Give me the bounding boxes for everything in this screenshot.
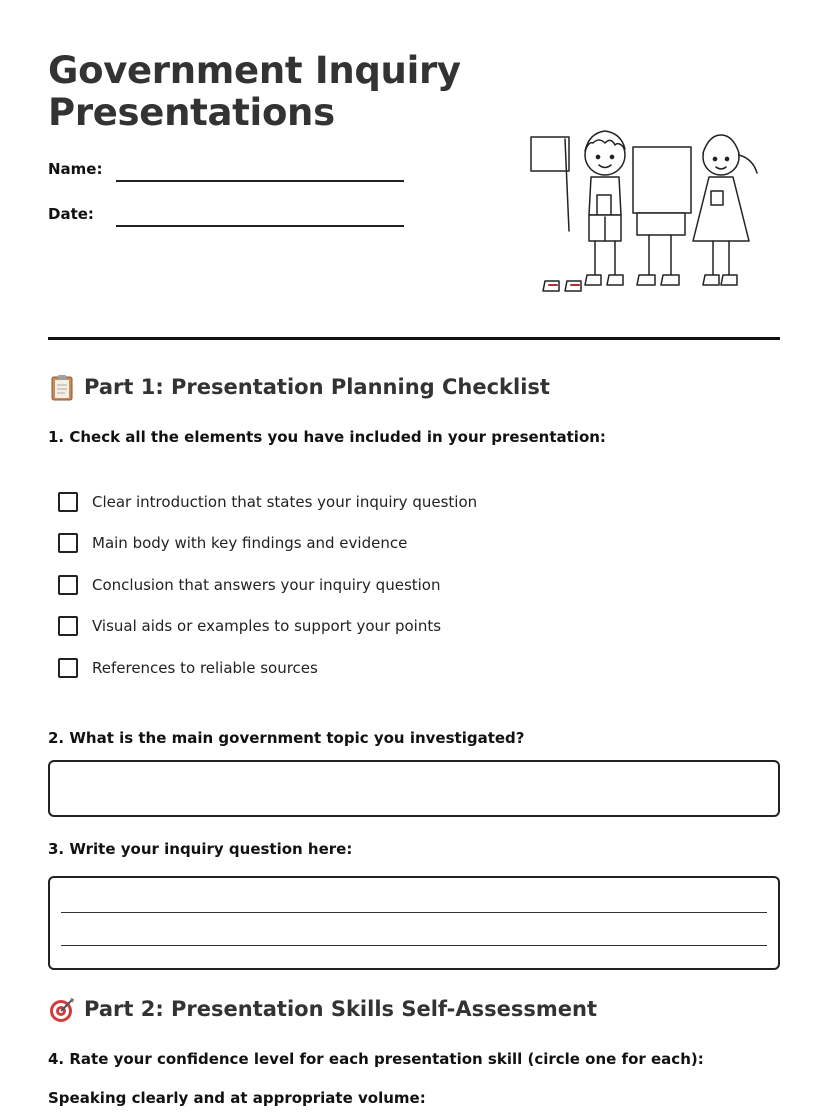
part2-heading-text: Part 2: Presentation Skills Self-Assessment xyxy=(84,997,597,1021)
question-3: 3. Write your inquiry question here: xyxy=(48,840,353,858)
checklist-item[interactable] xyxy=(58,575,441,595)
checkbox[interactable] xyxy=(58,492,78,512)
writing-line xyxy=(61,945,767,946)
checklist-item-label: References to reliable sources xyxy=(92,659,318,677)
clipboard-icon xyxy=(48,373,76,401)
checklist-item-label: Main body with key findings and evidence xyxy=(92,534,408,552)
title-line-1: Government Inquiry xyxy=(48,49,461,92)
children-holding-signs-illustration xyxy=(525,125,765,305)
part1-heading xyxy=(48,373,550,401)
checklist-item-label: Conclusion that answers your inquiry question xyxy=(92,576,441,594)
checklist-item[interactable] xyxy=(58,658,318,678)
part1-heading-text: Part 1: Presentation Planning Checklist xyxy=(84,375,550,399)
topic-answer-box[interactable] xyxy=(48,760,780,817)
title-line-2: Presentations xyxy=(48,91,335,134)
checklist-item-label: Clear introduction that states your inquiry question xyxy=(92,493,478,511)
checklist-item[interactable] xyxy=(58,533,407,553)
inquiry-question-answer-box[interactable] xyxy=(48,876,780,970)
checklist-item[interactable] xyxy=(58,616,441,636)
date-label: Date: xyxy=(48,205,94,223)
question-2: 2. What is the main government topic you investigated? xyxy=(48,729,525,747)
worksheet-title xyxy=(48,50,461,134)
name-label: Name: xyxy=(48,160,103,178)
checkbox[interactable] xyxy=(58,658,78,678)
date-line[interactable] xyxy=(116,225,404,227)
question-4: 4. Rate your confidence level for each presentation skill (circle one for each): xyxy=(48,1050,704,1068)
checkbox[interactable] xyxy=(58,616,78,636)
target-icon xyxy=(48,995,76,1023)
checkbox[interactable] xyxy=(58,533,78,553)
part2-heading xyxy=(48,995,597,1023)
writing-line xyxy=(61,912,767,913)
section-divider xyxy=(48,337,780,340)
checklist-item[interactable] xyxy=(58,492,477,512)
checkbox[interactable] xyxy=(58,575,78,595)
question-1: 1. Check all the elements you have included in your presentation: xyxy=(48,428,606,446)
skill-label-speaking: Speaking clearly and at appropriate volume: xyxy=(48,1089,426,1107)
checklist-item-label: Visual aids or examples to support your points xyxy=(92,617,442,635)
name-line[interactable] xyxy=(116,180,404,182)
